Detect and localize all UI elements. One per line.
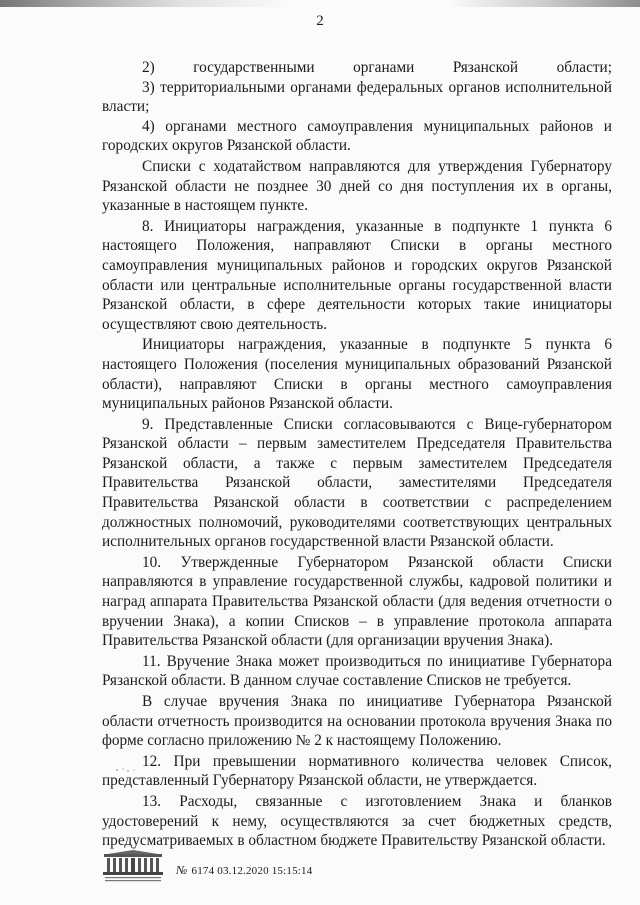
page-number: 2 [316,13,324,29]
scan-speckle [115,767,137,773]
paragraph-5: 8. Инициаторы награждения, указанные в подпункте 1 пункта 6 настоящего Положения, направляют Списки в органы местного самоуправления муниципальных районов и городских округов Рязанской области или центральные исполнительные органы государственной власти Рязанской области, в сфере деятельности которых такие инициаторы осуществляют свою деятельность. [102,217,612,333]
paragraph-3: 4) органами местного самоуправления муниципальных районов и городских округов Рязанской области. [102,117,612,155]
paragraph-10: В случае вручения Знака по инициативе Губернатора Рязанской области отчетность производится на основании протокола вручения Знака по форме согласно приложению № 2 к настоящему Положению. [102,693,612,750]
stamp-text: 6174 03.12.2020 15:15:14 [191,865,313,877]
paragraph-1: 2) государственными органами Рязанской области; [142,59,612,76]
scan-edge-shadow [0,0,640,7]
paragraph-11: 12. При превышении нормативного количества человек Список, представленный Губернатору Рязанской области, не утверждается. [102,752,612,790]
paragraph-4: Списки с ходатайством направляются для утверждения Губернатору Рязанской области не позднее 30 дней со дня поступления их в органы, указанные в настоящем пункте. [102,157,612,215]
government-building-logo-icon [102,850,164,884]
paragraph-7: 9. Представленные Списки согласовываются с Вице-губернатором Рязанской области – первым заместителем Председателя Правительства Рязанской области, а также с первым заместителем Председателя Правительства Рязанской области, заместителями Председателя Правительства Рязанской области в соответствии с распределением должностных полномочий, руководителями соответствующих центральных исполнительных органов государственной власти Рязанской области. [102,415,612,551]
number-sign: № [176,863,188,877]
paragraph-8: 10. Утвержденные Губернатором Рязанской области Списки направляются в управление государственной службы, кадровой политики и наград аппарата Правительства Рязанской области (для ведения отчетности о вручении Знака), а копии Списков – в управление протокола аппарата Правительства Рязанской области (для организации вручения Знака). [102,553,612,650]
document-body [102,58,612,851]
document-footer [102,848,312,884]
paragraph-6: Инициаторы награждения, указанные в подпункте 5 пункта 6 настоящего Положения (поселения муниципальных образований Рязанской области), направляют Списки в органы местного самоуправления муниципальных районов Рязанской области. [102,336,612,413]
paragraph-9: 11. Вручение Знака может производиться по инициативе Губернатора Рязанской области. В данном случае составление Списков не требуется. [102,652,612,690]
paragraph-2: 3) территориальными органами федеральных органов исполнительной власти; [102,78,612,116]
registration-stamp [176,863,312,884]
paragraph-12: 13. Расходы, связанные с изготовлением Знака и бланков удостоверений к нему, осуществляются за счет бюджетных средств, предусматриваемых в областном бюджете Правительству Рязанской области. [102,792,612,850]
